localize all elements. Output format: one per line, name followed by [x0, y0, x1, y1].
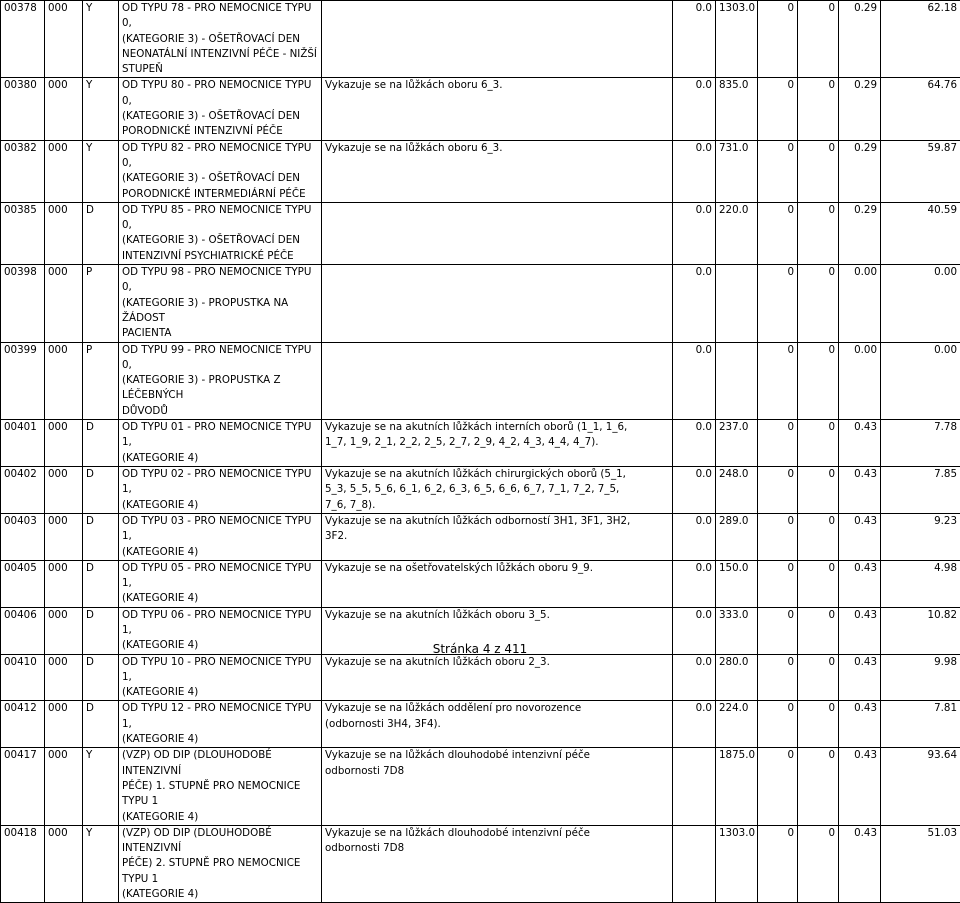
value-5: 0.29	[839, 1, 881, 78]
sub-code: 000	[45, 420, 83, 467]
value-1: 0.0	[673, 513, 716, 560]
value-3: 0	[758, 560, 798, 607]
procedure-name: OD TYPU 01 - PRO NEMOCNICE TYPU 1, (KATEGORIE 4)	[119, 420, 322, 467]
value-1: 0.0	[673, 560, 716, 607]
value-3: 0	[758, 701, 798, 748]
value-2: 1303.0	[716, 825, 758, 902]
table-row	[1, 466, 960, 513]
type-flag: P	[83, 265, 119, 342]
procedure-name: OD TYPU 10 - PRO NEMOCNICE TYPU 1, (KATEGORIE 4)	[119, 654, 322, 701]
procedure-code: 00412	[1, 701, 45, 748]
procedure-code: 00398	[1, 265, 45, 342]
procedure-code: 00403	[1, 513, 45, 560]
usage-note: Vykazuje se na lůžkách oboru 6_3.	[322, 140, 673, 202]
value-6: 7.81	[881, 701, 960, 748]
value-1: 0.0	[673, 342, 716, 419]
value-4: 0	[798, 78, 839, 140]
value-4: 0	[798, 560, 839, 607]
sub-code: 000	[45, 265, 83, 342]
value-5: 0.00	[839, 265, 881, 342]
procedure-name: (VZP) OD DIP (DLOUHODOBÉ INTENZIVNÍ PÉČE) 1. STUPNĚ PRO NEMOCNICE TYPU 1 (KATEGORIE 4)	[119, 748, 322, 825]
value-3: 0	[758, 607, 798, 654]
value-1: 0.0	[673, 607, 716, 654]
sub-code: 000	[45, 1, 83, 78]
value-2: 237.0	[716, 420, 758, 467]
type-flag: D	[83, 701, 119, 748]
table-row	[1, 825, 960, 902]
value-2: 280.0	[716, 654, 758, 701]
value-2: 835.0	[716, 78, 758, 140]
type-flag: Y	[83, 140, 119, 202]
value-3: 0	[758, 420, 798, 467]
value-5: 0.43	[839, 513, 881, 560]
value-4: 0	[798, 466, 839, 513]
type-flag: D	[83, 654, 119, 701]
value-3: 0	[758, 1, 798, 78]
type-flag: D	[83, 202, 119, 264]
value-6: 10.82	[881, 607, 960, 654]
usage-note: Vykazuje se na akutních lůžkách odborností 3H1, 3F1, 3H2, 3F2.	[322, 513, 673, 560]
type-flag: D	[83, 560, 119, 607]
value-4: 0	[798, 1, 839, 78]
procedure-name: OD TYPU 02 - PRO NEMOCNICE TYPU 1, (KATEGORIE 4)	[119, 466, 322, 513]
value-6: 4.98	[881, 560, 960, 607]
value-2: 220.0	[716, 202, 758, 264]
procedure-name: OD TYPU 12 - PRO NEMOCNICE TYPU 1, (KATEGORIE 4)	[119, 701, 322, 748]
value-2: 333.0	[716, 607, 758, 654]
type-flag: Y	[83, 78, 119, 140]
value-2: 248.0	[716, 466, 758, 513]
procedure-code: 00380	[1, 78, 45, 140]
procedure-code: 00385	[1, 202, 45, 264]
value-2: 1875.0	[716, 748, 758, 825]
value-5: 0.43	[839, 560, 881, 607]
value-3: 0	[758, 825, 798, 902]
sub-code: 000	[45, 654, 83, 701]
value-5: 0.29	[839, 140, 881, 202]
sub-code: 000	[45, 140, 83, 202]
value-6: 59.87	[881, 140, 960, 202]
type-flag: D	[83, 607, 119, 654]
value-3: 0	[758, 342, 798, 419]
procedure-name: OD TYPU 05 - PRO NEMOCNICE TYPU 1, (KATEGORIE 4)	[119, 560, 322, 607]
value-2: 289.0	[716, 513, 758, 560]
value-1: 0.0	[673, 140, 716, 202]
value-1: 0.0	[673, 78, 716, 140]
table-row	[1, 748, 960, 825]
procedure-name: OD TYPU 80 - PRO NEMOCNICE TYPU 0, (KATEGORIE 3) - OŠETŘOVACÍ DEN PORODNICKÉ INTENZIVNÍ PÉČE	[119, 78, 322, 140]
sub-code: 000	[45, 202, 83, 264]
procedure-code: 00418	[1, 825, 45, 902]
value-2: 150.0	[716, 560, 758, 607]
procedure-code: 00406	[1, 607, 45, 654]
table-row	[1, 654, 960, 701]
value-5: 0.43	[839, 466, 881, 513]
value-1	[673, 748, 716, 825]
sub-code: 000	[45, 825, 83, 902]
usage-note	[322, 1, 673, 78]
value-1	[673, 825, 716, 902]
value-1: 0.0	[673, 654, 716, 701]
usage-note: Vykazuje se na lůžkách dlouhodobé intenzivní péče odbornosti 7D8	[322, 825, 673, 902]
value-5: 0.43	[839, 748, 881, 825]
table-row	[1, 342, 960, 419]
value-4: 0	[798, 701, 839, 748]
procedure-code: 00382	[1, 140, 45, 202]
value-4: 0	[798, 513, 839, 560]
value-5: 0.43	[839, 701, 881, 748]
value-6: 64.76	[881, 78, 960, 140]
table-row	[1, 78, 960, 140]
type-flag: Y	[83, 748, 119, 825]
procedure-code: 00378	[1, 1, 45, 78]
procedure-name: OD TYPU 85 - PRO NEMOCNICE TYPU 0, (KATEGORIE 3) - OŠETŘOVACÍ DEN INTENZIVNÍ PSYCHIATRICKÉ PÉČE	[119, 202, 322, 264]
table-body	[1, 1, 960, 903]
value-3: 0	[758, 466, 798, 513]
value-3: 0	[758, 140, 798, 202]
value-6: 93.64	[881, 748, 960, 825]
value-2: 224.0	[716, 701, 758, 748]
procedure-code: 00405	[1, 560, 45, 607]
value-6: 40.59	[881, 202, 960, 264]
value-5: 0.00	[839, 342, 881, 419]
value-6: 7.85	[881, 466, 960, 513]
value-1: 0.0	[673, 420, 716, 467]
value-1: 0.0	[673, 265, 716, 342]
table-row	[1, 513, 960, 560]
table-row	[1, 701, 960, 748]
value-1: 0.0	[673, 701, 716, 748]
value-5: 0.43	[839, 420, 881, 467]
sub-code: 000	[45, 701, 83, 748]
value-6: 62.18	[881, 1, 960, 78]
value-2	[716, 265, 758, 342]
value-1: 0.0	[673, 1, 716, 78]
procedure-code: 00401	[1, 420, 45, 467]
type-flag: D	[83, 466, 119, 513]
table-row	[1, 1, 960, 78]
value-5: 0.43	[839, 607, 881, 654]
usage-note	[322, 342, 673, 419]
usage-note: Vykazuje se na lůžkách oddělení pro novorozence (odbornosti 3H4, 3F4).	[322, 701, 673, 748]
sub-code: 000	[45, 78, 83, 140]
value-1: 0.0	[673, 202, 716, 264]
sub-code: 000	[45, 466, 83, 513]
type-flag: D	[83, 420, 119, 467]
sub-code: 000	[45, 342, 83, 419]
type-flag: Y	[83, 825, 119, 902]
value-1: 0.0	[673, 466, 716, 513]
value-5: 0.43	[839, 825, 881, 902]
value-4: 0	[798, 607, 839, 654]
usage-note: Vykazuje se na akutních lůžkách interních oborů (1_1, 1_6, 1_7, 1_9, 2_1, 2_2, 2_5, 2_7, 2_9, 4_2, 4_3, 4_4, 4_7).	[322, 420, 673, 467]
value-2	[716, 342, 758, 419]
value-6: 0.00	[881, 342, 960, 419]
usage-note	[322, 202, 673, 264]
usage-note: Vykazuje se na akutních lůžkách oboru 3_5.	[322, 607, 673, 654]
value-6: 9.98	[881, 654, 960, 701]
usage-note: Vykazuje se na lůžkách dlouhodobé intenzivní péče odbornosti 7D8	[322, 748, 673, 825]
usage-note: Vykazuje se na ošetřovatelských lůžkách oboru 9_9.	[322, 560, 673, 607]
sub-code: 000	[45, 748, 83, 825]
type-flag: D	[83, 513, 119, 560]
procedure-code: 00402	[1, 466, 45, 513]
value-4: 0	[798, 654, 839, 701]
type-flag: P	[83, 342, 119, 419]
value-3: 0	[758, 78, 798, 140]
value-2: 731.0	[716, 140, 758, 202]
procedure-name: OD TYPU 99 - PRO NEMOCNICE TYPU 0, (KATEGORIE 3) - PROPUSTKA Z LÉČEBNÝCH DŮVODŮ	[119, 342, 322, 419]
value-4: 0	[798, 342, 839, 419]
procedure-name: OD TYPU 78 - PRO NEMOCNICE TYPU 0, (KATEGORIE 3) - OŠETŘOVACÍ DEN NEONATÁLNÍ INTENZIVNÍ PÉČE - NIŽŠÍ STUPEŇ	[119, 1, 322, 78]
value-4: 0	[798, 420, 839, 467]
sub-code: 000	[45, 513, 83, 560]
value-6: 9.23	[881, 513, 960, 560]
procedure-code: 00399	[1, 342, 45, 419]
value-4: 0	[798, 202, 839, 264]
table-row	[1, 140, 960, 202]
value-3: 0	[758, 202, 798, 264]
value-5: 0.29	[839, 202, 881, 264]
procedure-code: 00410	[1, 654, 45, 701]
value-6: 51.03	[881, 825, 960, 902]
value-3: 0	[758, 748, 798, 825]
value-3: 0	[758, 513, 798, 560]
value-4: 0	[798, 140, 839, 202]
table-row	[1, 420, 960, 467]
value-4: 0	[798, 825, 839, 902]
usage-note: Vykazuje se na lůžkách oboru 6_3.	[322, 78, 673, 140]
usage-note: Vykazuje se na akutních lůžkách chirurgických oborů (5_1, 5_3, 5_5, 5_6, 6_1, 6_2, 6_3, 6_5, 6_6, 6_7, 7_1, 7_2, 7_5, 7_6, 7_8).	[322, 466, 673, 513]
procedure-name: OD TYPU 98 - PRO NEMOCNICE TYPU 0, (KATEGORIE 3) - PROPUSTKA NA ŽÁDOST PACIENTA	[119, 265, 322, 342]
value-5: 0.29	[839, 78, 881, 140]
type-flag: Y	[83, 1, 119, 78]
procedure-code: 00417	[1, 748, 45, 825]
value-4: 0	[798, 748, 839, 825]
procedure-name: OD TYPU 82 - PRO NEMOCNICE TYPU 0, (KATEGORIE 3) - OŠETŘOVACÍ DEN PORODNICKÉ INTERMEDIÁRNÍ PÉČE	[119, 140, 322, 202]
procedure-name: (VZP) OD DIP (DLOUHODOBÉ INTENZIVNÍ PÉČE) 2. STUPNĚ PRO NEMOCNICE TYPU 1 (KATEGORIE 4)	[119, 825, 322, 902]
value-4: 0	[798, 265, 839, 342]
procedure-name: OD TYPU 06 - PRO NEMOCNICE TYPU 1, (KATEGORIE 4)	[119, 607, 322, 654]
value-6: 7.78	[881, 420, 960, 467]
usage-note	[322, 265, 673, 342]
sub-code: 000	[45, 560, 83, 607]
table-row	[1, 202, 960, 264]
usage-note: Vykazuje se na akutních lůžkách oboru 2_3.	[322, 654, 673, 701]
value-2: 1303.0	[716, 1, 758, 78]
procedure-name: OD TYPU 03 - PRO NEMOCNICE TYPU 1, (KATEGORIE 4)	[119, 513, 322, 560]
page-footer: Stránka 4 z 411	[0, 642, 960, 656]
table-row	[1, 560, 960, 607]
value-5: 0.43	[839, 654, 881, 701]
table-row	[1, 265, 960, 342]
value-3: 0	[758, 265, 798, 342]
sub-code: 000	[45, 607, 83, 654]
value-6: 0.00	[881, 265, 960, 342]
value-3: 0	[758, 654, 798, 701]
